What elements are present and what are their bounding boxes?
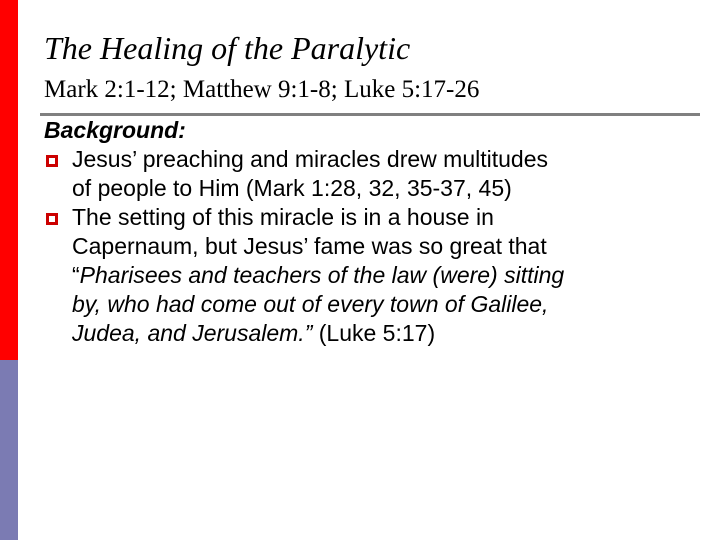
bullet-quote: Pharisees and teachers of the law (were) sitting by, who had come out of every town of Galilee, Judea, and Jerusalem.” [72, 262, 565, 346]
bullet-reference: (Luke 5:17) [312, 320, 436, 346]
bullet-text: Jesus’ preaching and miracles drew multitudes of people to Him (Mark 1:28, 32, 35-37, 45) [72, 146, 548, 201]
square-bullet-icon [45, 212, 59, 226]
section-heading: Background: [44, 117, 186, 143]
slide-title: The Healing of the Paralytic [44, 30, 411, 66]
slide-body [44, 116, 694, 348]
accent-bar-bottom [0, 360, 18, 540]
square-bullet-icon [45, 154, 59, 168]
bullet-item [44, 203, 694, 348]
bullet-item [44, 145, 694, 203]
accent-bar-top [0, 0, 18, 360]
bullet-text [72, 203, 694, 348]
slide-subtitle: Mark 2:1-12; Matthew 9:1-8; Luke 5:17-26 [44, 76, 480, 103]
bullet-text-intro: The setting of this miracle is in a house in Capernaum, but Jesus’ fame was so great that “ [72, 204, 547, 288]
